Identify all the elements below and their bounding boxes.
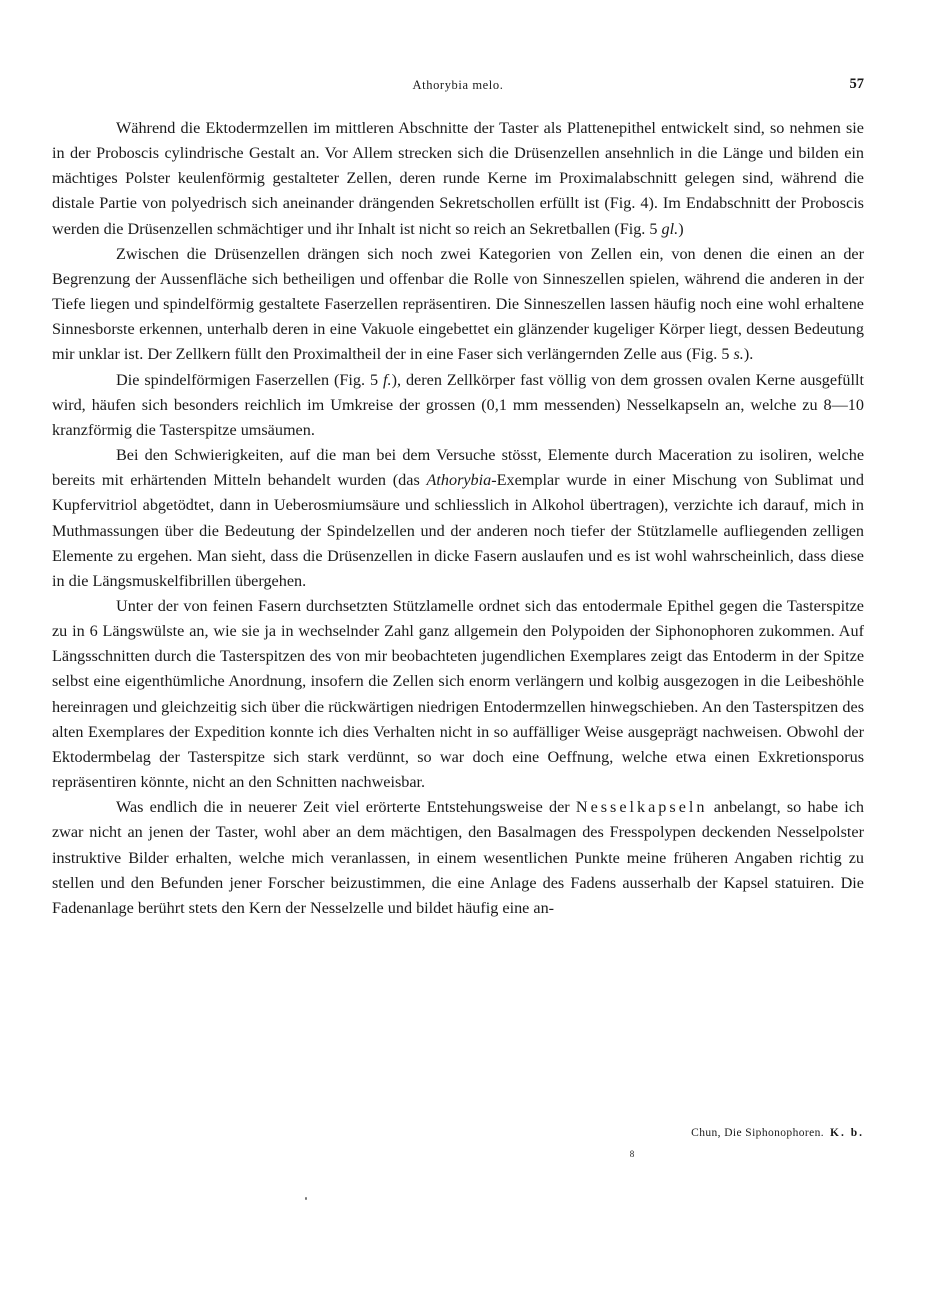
paper-speck [305,1197,307,1200]
paragraph-text: Während die Ektodermzellen im mittleren Abschnitte der Taster als Plattenepithel entwickelt sind, so nehmen sie in der Proboscis cylindrische Gestalt an. Vor Allem strecken sich die Drüsenzellen ansehnlich in die Länge und bilden ein mächtiges Polster keulenförmig gestalteter Zellen, deren runde Kerne im Proximalabschnitt gelegen sind, während die distale Partie von polyedrisch sich aneinander drängenden Sekretschollen erfüllt ist (Fig. 4). Im Endabschnitt der Proboscis werden die Drüsenzellen schmächtiger und ihr Inhalt ist nicht so reich an Sekretballen (Fig. 5 [52,119,864,238]
figure-ref-italic: gl. [661,219,679,238]
paragraph-text: Unter der von feinen Fasern durchsetzten Stützlamelle ordnet sich das entodermale Epithel gegen die Tasterspitze zu in 6 Längswülste an, wie sie ja in wechselnder Zahl ganz allgemein den Polypoiden der Siphonophoren zukommen. Auf Längsschnitten durch die Tasterspitzen des von mir beobachteten jugendlichen Exemplares zeigt das Entoderm in der Spitze selbst eine eigenthümliche Anordnung, insofern die Zellen sich enorm verlängern und kolbig ausgezogen in die Leibeshöhle hereinragen und gleichzeitig sich über die rückwärtigen niedrigen Entodermzellen hinwegschieben. An den Tasterspitzen des alten Exemplares der Expedition konnte ich dies Verhalten nicht in so auffälliger Weise ausgeprägt nachweisen. Obwohl der Ektodermbelag der Tasterspitze sich stark verdünnt, so war doch eine Oeffnung, welche etwa einen Exkretionsporus repräsentiren könnte, nicht an den Schnitten nachweisbar. [52,596,864,792]
sheet-number: 8 [629,1149,635,1159]
paragraph-text: Was endlich die in neuerer Zeit viel erörterte Entstehungsweise der [116,798,576,817]
paragraph-6 [52,795,864,921]
page-number: 57 [849,76,864,92]
body-text [52,116,864,921]
paragraph-text: -Exemplar wurde in einer Mischung von Sublimat und Kupfervitriol abgetödtet, dann in Ueberosmiumsäure und schliesslich in Alkohol übertragen), verzichte ich darauf, mich in Muthmassungen über die Bedeutung der Spindelzellen und der anderen noch tiefer der Stützlamelle aufliegenden zelligen Elemente zu ergehen. Man sieht, dass die Drüsenzellen in dicke Fasern auslaufen und es ist wohl wahrscheinlich, dass diese in die Längsmuskelfibrillen übergehen. [52,471,864,590]
emphasized-term: Nesselkapseln [575,798,708,817]
signature-mark: K. b. [830,1127,864,1139]
paragraph-3 [52,368,864,443]
paragraph-text: Bei den Schwierigkeiten, auf die man bei dem Versuche stösst, Elemente durch Maceration zu isoliren, welche bereits mit erhärtenden Mitteln behandelt wurden (das [52,446,864,490]
genus-name-italic: Athorybia [426,471,492,490]
paragraph-text: ), deren Zellkörper fast völlig von dem grossen ovalen Kerne ausgefüllt wird, häufen sich besonders reichlich im Umkreise der grossen (0,1 mm messenden) Nesselkapseln an, welche zu 8—10 kranzförmig die Tasterspitze umsäumen. [52,370,864,439]
figure-ref-italic: f. [383,370,392,389]
signature-text: Chun, Die Siphonophoren. [691,1127,825,1139]
paragraph-text: Zwischen die Drüsenzellen drängen sich noch zwei Kategorien von Zellen ein, von denen die einen an der Begrenzung der Aussenfläche sich betheiligen und offenbar die Rolle von Sinneszellen spielen, während die anderen in der Tiefe liegen und spindelförmig gestaltete Faserzellen repräsentiren. Die Sinneszellen lassen häufig noch eine wohl erhaltene Sinnesborste erkennen, unterhalb deren in eine Vakuole eingebettet ein glänzender kugeliger Körper liegt, dessen Bedeutung mir unklar ist. Der Zellkern füllt den Proximaltheil der in eine Faser sich verlängernden Zelle aus (Fig. 5 [52,244,864,364]
paragraph-1 [52,116,864,242]
paragraph-text: ). [743,345,754,364]
paragraph-2 [52,242,864,368]
paragraph-text: Die spindelförmigen Faserzellen (Fig. 5 [116,370,384,389]
running-head [52,78,864,96]
figure-ref-italic: s. [733,345,744,364]
paragraph-4 [52,443,864,594]
paragraph-text: ) [678,219,684,238]
paragraph-5 [52,594,864,795]
sheet-signature [52,1127,864,1139]
paragraph-text: anbelangt, so habe ich zwar nicht an jenen der Taster, wohl aber an dem mächtigen, den Basalmagen des Fresspolypen deckenden Nesselpolster instruktive Bilder erhalten, welche mich veranlassen, in einem wesentlichen Punkte meine früheren Angaben richtig zu stellen und den Befunden jener Forscher beizustimmen, die eine Anlage des Fadens ausserhalb der Kapsel statuiren. Die Fadenanlage berührt stets den Kern der Nesselzelle und bildet häufig eine an- [52,798,864,917]
running-title: Athorybia melo. [412,78,504,92]
